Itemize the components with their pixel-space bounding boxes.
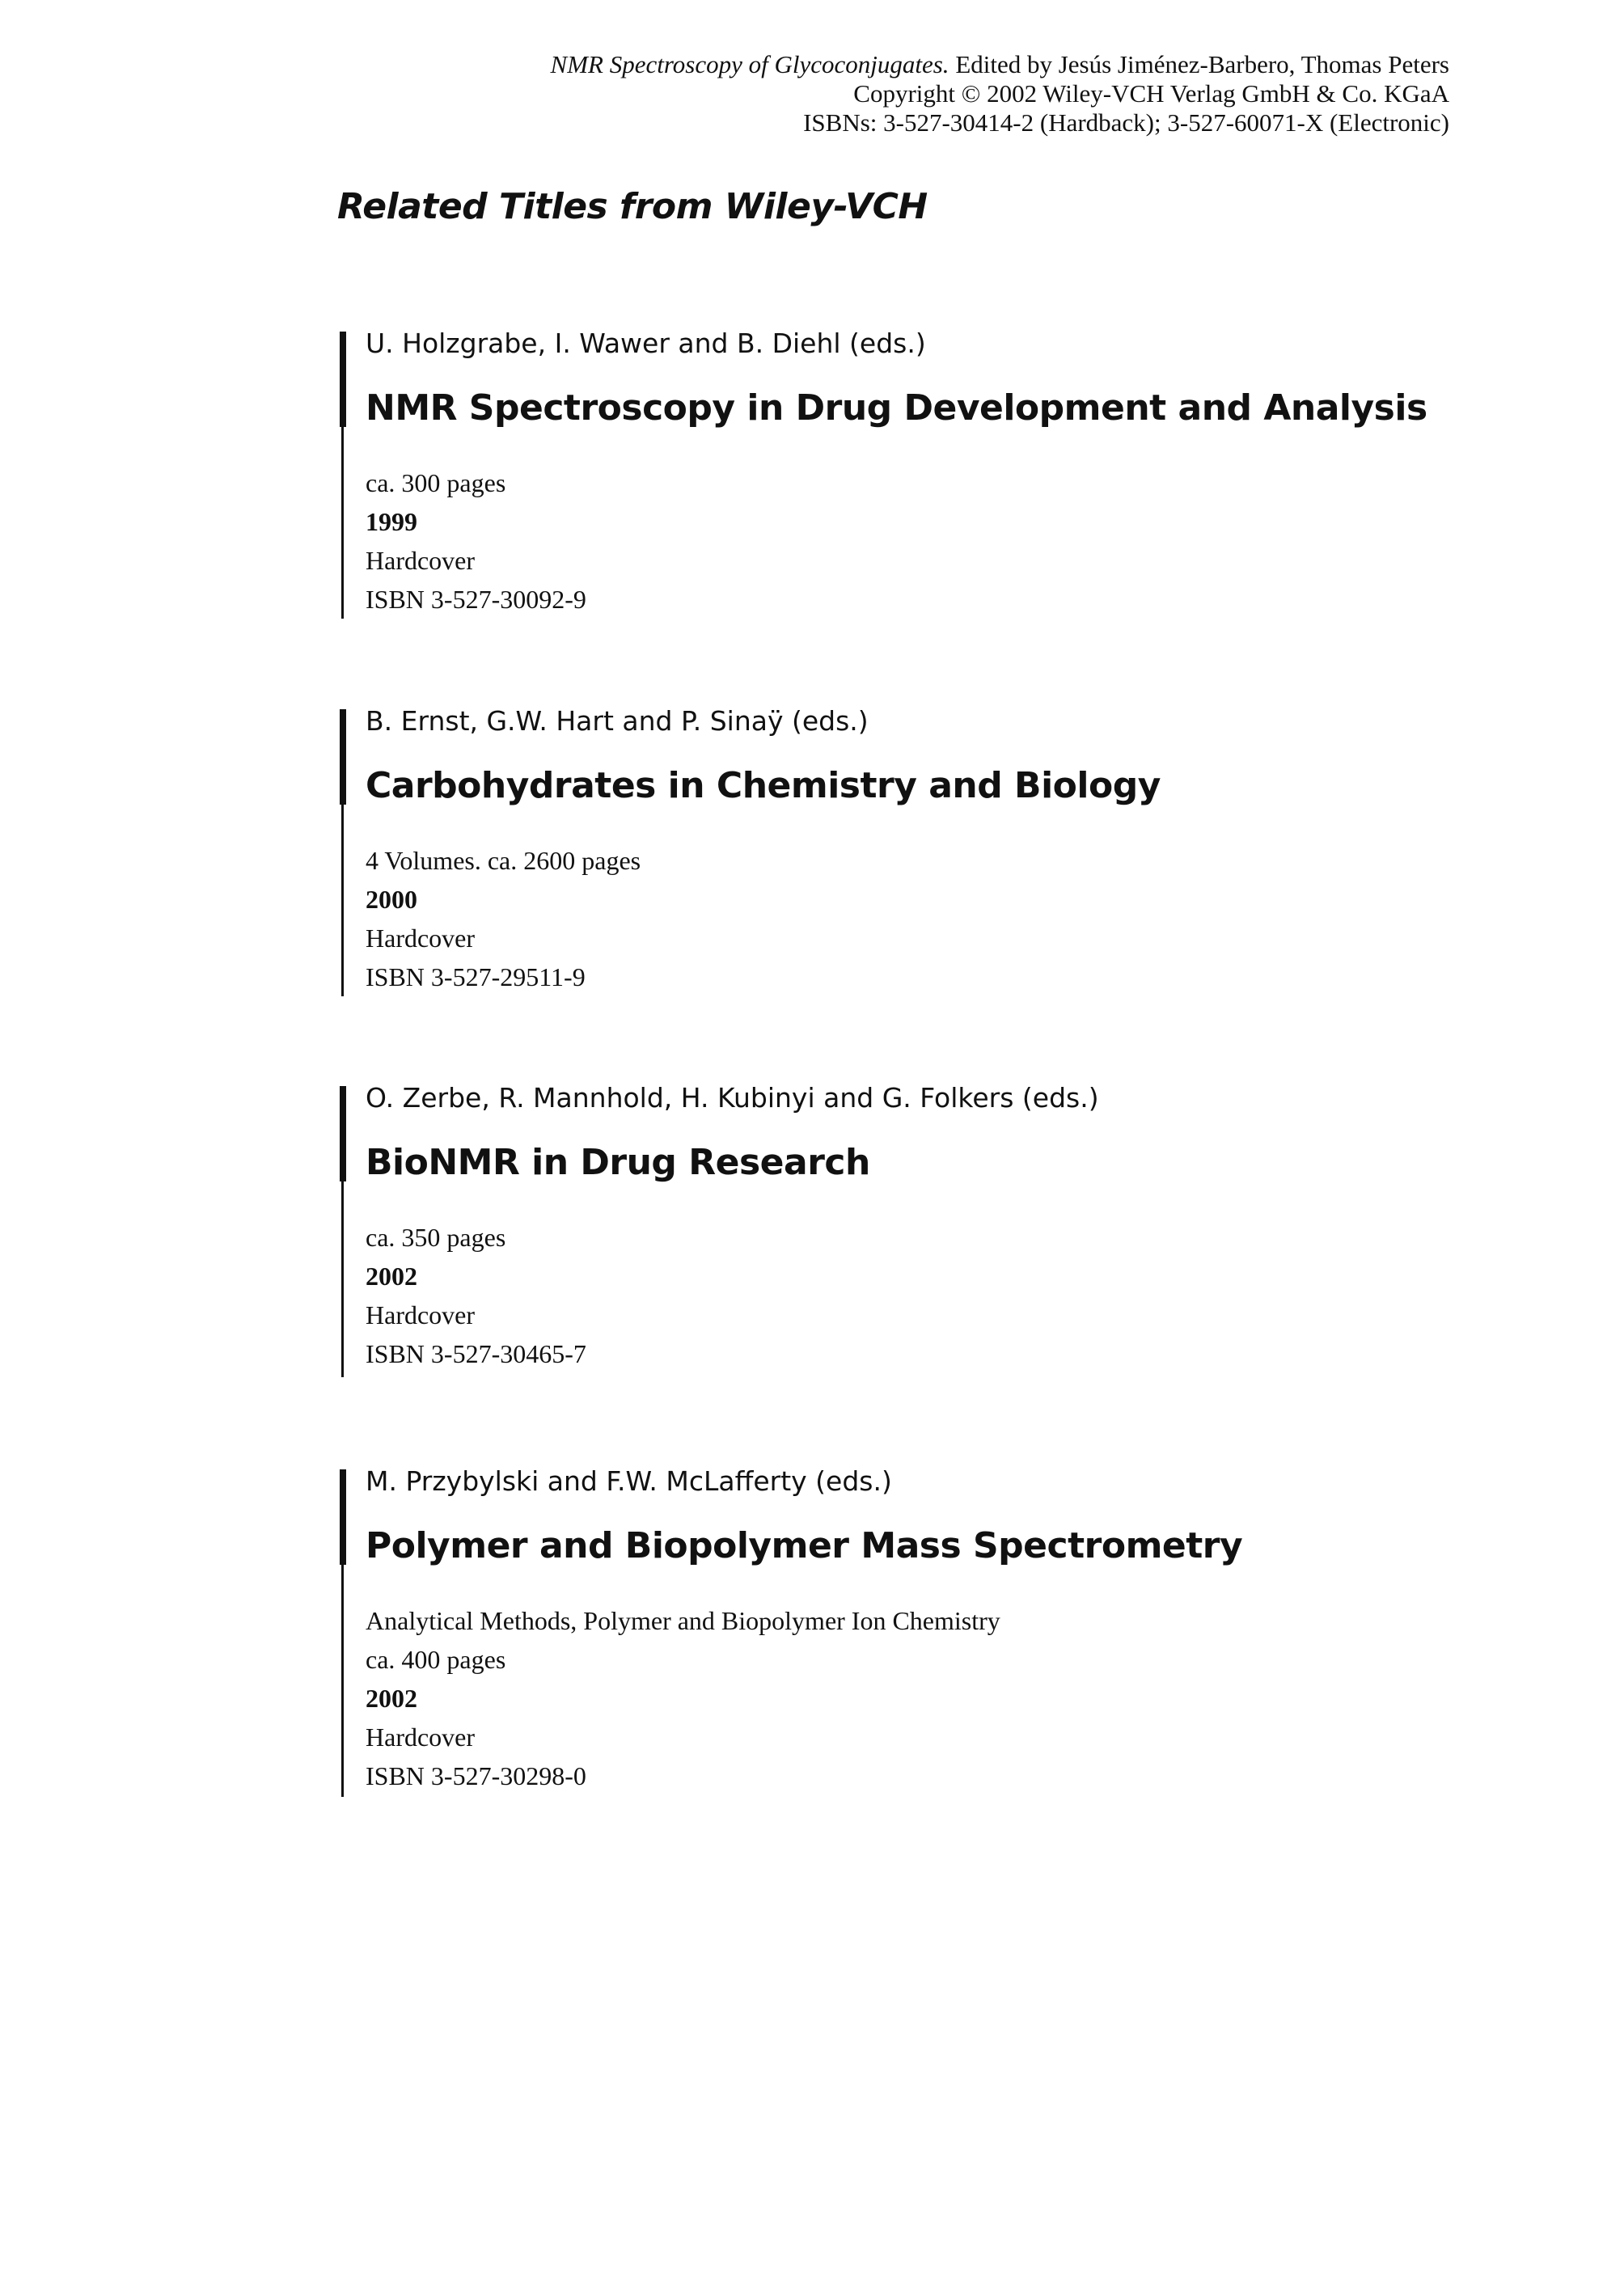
book-year: 2002 bbox=[366, 1262, 417, 1291]
book-title: Carbohydrates in Chemistry and Biology bbox=[366, 765, 1161, 806]
book-isbn: ISBN 3-527-30092-9 bbox=[366, 585, 586, 614]
book-details bbox=[366, 1601, 1472, 1795]
book-binding: Hardcover bbox=[366, 924, 476, 953]
book-isbn: ISBN 3-527-29511-9 bbox=[366, 962, 586, 991]
page-header bbox=[551, 50, 1449, 137]
book-pages: ca. 400 pages bbox=[366, 1645, 506, 1674]
book-details bbox=[366, 841, 1472, 996]
book-pages: 4 Volumes. ca. 2600 pages bbox=[366, 846, 641, 875]
book-isbn: ISBN 3-527-30298-0 bbox=[366, 1761, 586, 1790]
book-details bbox=[366, 1218, 1472, 1373]
book-content bbox=[366, 1465, 1472, 1795]
entry-marker-bar bbox=[340, 332, 346, 427]
book-binding: Hardcover bbox=[366, 546, 476, 575]
book-binding: Hardcover bbox=[366, 1300, 476, 1329]
book-year: 2002 bbox=[366, 1684, 417, 1713]
entry-rule bbox=[341, 427, 344, 619]
book-pages: ca. 350 pages bbox=[366, 1223, 506, 1252]
book-pages: ca. 300 pages bbox=[366, 468, 506, 497]
entry-marker-bar bbox=[340, 1469, 346, 1565]
header-line-1 bbox=[551, 50, 1449, 79]
book-isbn: ISBN 3-527-30465-7 bbox=[366, 1339, 586, 1368]
entry-rule bbox=[341, 1565, 344, 1797]
book-entry bbox=[340, 1082, 1472, 1373]
header-edited-by: Edited by Jesús Jiménez-Barbero, Thomas Peters bbox=[949, 50, 1449, 78]
book-editors: M. Przybylski and F.W. McLafferty (eds.) bbox=[366, 1465, 892, 1497]
book-entry bbox=[340, 1465, 1472, 1795]
book-details bbox=[366, 463, 1472, 619]
section-title: Related Titles from Wiley-VCH bbox=[337, 186, 928, 227]
book-editors: U. Holzgrabe, I. Wawer and B. Diehl (eds.) bbox=[366, 328, 926, 359]
entry-rule bbox=[341, 1181, 344, 1377]
book-year: 2000 bbox=[366, 885, 417, 914]
entry-marker-bar bbox=[340, 1086, 346, 1181]
header-book-title: NMR Spectroscopy of Glycoconjugates. bbox=[550, 50, 949, 78]
book-content bbox=[366, 328, 1472, 619]
book-entry bbox=[340, 705, 1472, 996]
book-title: BioNMR in Drug Research bbox=[366, 1142, 870, 1183]
book-editors: O. Zerbe, R. Mannhold, H. Kubinyi and G. Folkers (eds.) bbox=[366, 1082, 1099, 1114]
book-content bbox=[366, 705, 1472, 996]
entry-rule bbox=[341, 805, 344, 996]
book-binding: Hardcover bbox=[366, 1722, 476, 1752]
book-editors: B. Ernst, G.W. Hart and P. Sinaÿ (eds.) bbox=[366, 705, 869, 737]
book-title: Polymer and Biopolymer Mass Spectrometry bbox=[366, 1525, 1243, 1566]
book-title: NMR Spectroscopy in Drug Development and Analysis bbox=[366, 387, 1427, 429]
book-subtitle: Analytical Methods, Polymer and Biopolymer Ion Chemistry bbox=[366, 1606, 1000, 1635]
header-copyright: Copyright © 2002 Wiley-VCH Verlag GmbH & Co. KGaA bbox=[853, 79, 1449, 108]
header-isbns: ISBNs: 3-527-30414-2 (Hardback); 3-527-60071-X (Electronic) bbox=[803, 108, 1449, 137]
entry-marker-bar bbox=[340, 709, 346, 805]
book-year: 1999 bbox=[366, 507, 417, 536]
book-content bbox=[366, 1082, 1472, 1373]
book-entry bbox=[340, 328, 1472, 619]
